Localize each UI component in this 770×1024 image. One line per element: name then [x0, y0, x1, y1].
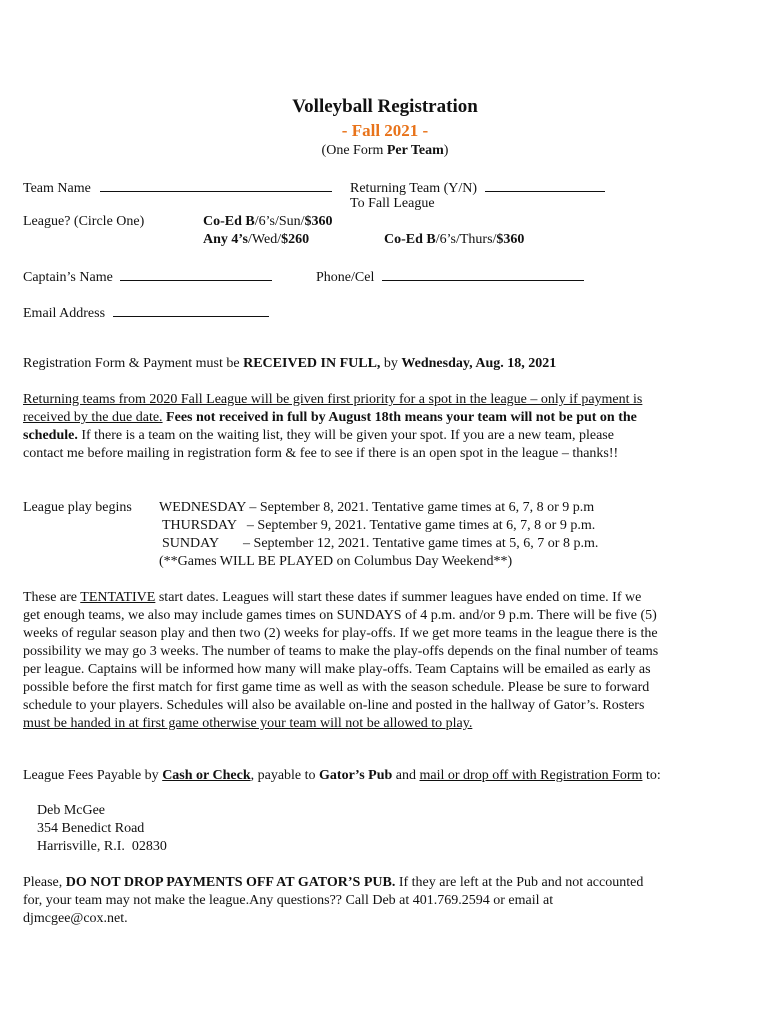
season-subtitle: - Fall 2021 -	[341, 121, 429, 140]
league-option-coed-sun[interactable]: Co-Ed B/6’s/Sun/$360	[203, 214, 333, 229]
email-field[interactable]	[23, 302, 269, 323]
address-street: 354 Benedict Road	[37, 821, 145, 836]
captain-name-label: Captain’s Name	[23, 270, 113, 285]
page-title: Volleyball Registration	[292, 96, 478, 117]
address-name: Deb McGee	[37, 803, 106, 818]
address-city: Harrisville, R.I. 02830	[37, 839, 167, 854]
schedule-label: League play begins	[23, 500, 132, 515]
email-line[interactable]	[113, 302, 269, 317]
phone-label: Phone/Cel	[316, 270, 375, 285]
schedule-sunday: SUNDAY – September 12, 2021. Tentative game times at 5, 6, 7 or 8 p.m.	[162, 536, 599, 551]
team-name-label: Team Name	[23, 181, 91, 196]
fees-paragraph: League Fees Payable by Cash or Check, payable to Gator’s Pub and mail or drop off with Registration Form to:	[23, 768, 661, 783]
league-label: League? (Circle One)	[23, 214, 145, 229]
returning-team-label: Returning Team (Y/N)	[350, 181, 478, 196]
phone-field[interactable]	[316, 266, 584, 287]
team-name-field[interactable]	[23, 177, 332, 198]
email-label: Email Address	[23, 306, 106, 321]
schedule-thursday: THURSDAY – September 9, 2021. Tentative game times at 6, 7, 8 or 9 p.m.	[162, 518, 596, 533]
league-option-4s-wed[interactable]: Any 4’s/Wed/$260	[203, 232, 310, 247]
returning-team-line[interactable]	[485, 177, 605, 192]
captain-name-line[interactable]	[120, 266, 272, 281]
deadline-notice: Registration Form & Payment must be RECEIVED IN FULL, by Wednesday, Aug. 18, 2021	[23, 356, 557, 371]
returning-team-sublabel: To Fall League	[350, 196, 435, 211]
league-option-coed-thurs[interactable]: Co-Ed B/6’s/Thurs/$360	[384, 232, 525, 247]
captain-name-field[interactable]	[23, 266, 272, 287]
schedule-wednesday: WEDNESDAY – September 8, 2021. Tentative game times at 6, 7, 8 or 9 p.m	[159, 500, 595, 515]
phone-line[interactable]	[382, 266, 584, 281]
priority-paragraph: Returning teams from 2020 Fall League will be given first priority for a spot in the league – only if payment is received by the due date. Fees not received in full by August 18th means your team will not be put on the schedule. If there is a team on the waiting list, they will be given your spot. If you are a new team, please contact me before mailing in registration form & fee to see if there is an open spot in the league – thanks!!	[23, 392, 643, 461]
team-name-line[interactable]	[100, 177, 332, 192]
closing-paragraph: Please, DO NOT DROP PAYMENTS OFF AT GATOR’S PUB. If they are left at the Pub and not accounted for, your team may not make the league.Any questions?? Call Deb at 401.769.2594 or email at djmcgee@cox.net.	[23, 875, 644, 926]
schedule-note: (**Games WILL BE PLAYED on Columbus Day Weekend**)	[159, 554, 513, 569]
tentative-paragraph: These are TENTATIVE start dates. Leagues will start these dates if summer leagues have ended on time. If we get enough teams, we also may include games times on SUNDAYS of 4 p.m. and/or 9 p.m. There will be five (5) weeks of regular season play and then two (2) weeks for play-offs. If we get more teams in the league there is the possibility we may go 3 weeks. The number of teams to make the play-offs depends on the final number of teams per league. Captains will be informed how many will make play-offs. Team Captains will be emailed as early as possible before the first match for first game time as well as with the season schedule. Please be sure to forward schedule to your players. Schedules will also be available on-line and posted in the hallway of Gator’s. Rosters must be handed in at first game otherwise your team will not be allowed to play.	[23, 590, 659, 731]
form-note: (One Form Per Team)	[321, 143, 449, 158]
